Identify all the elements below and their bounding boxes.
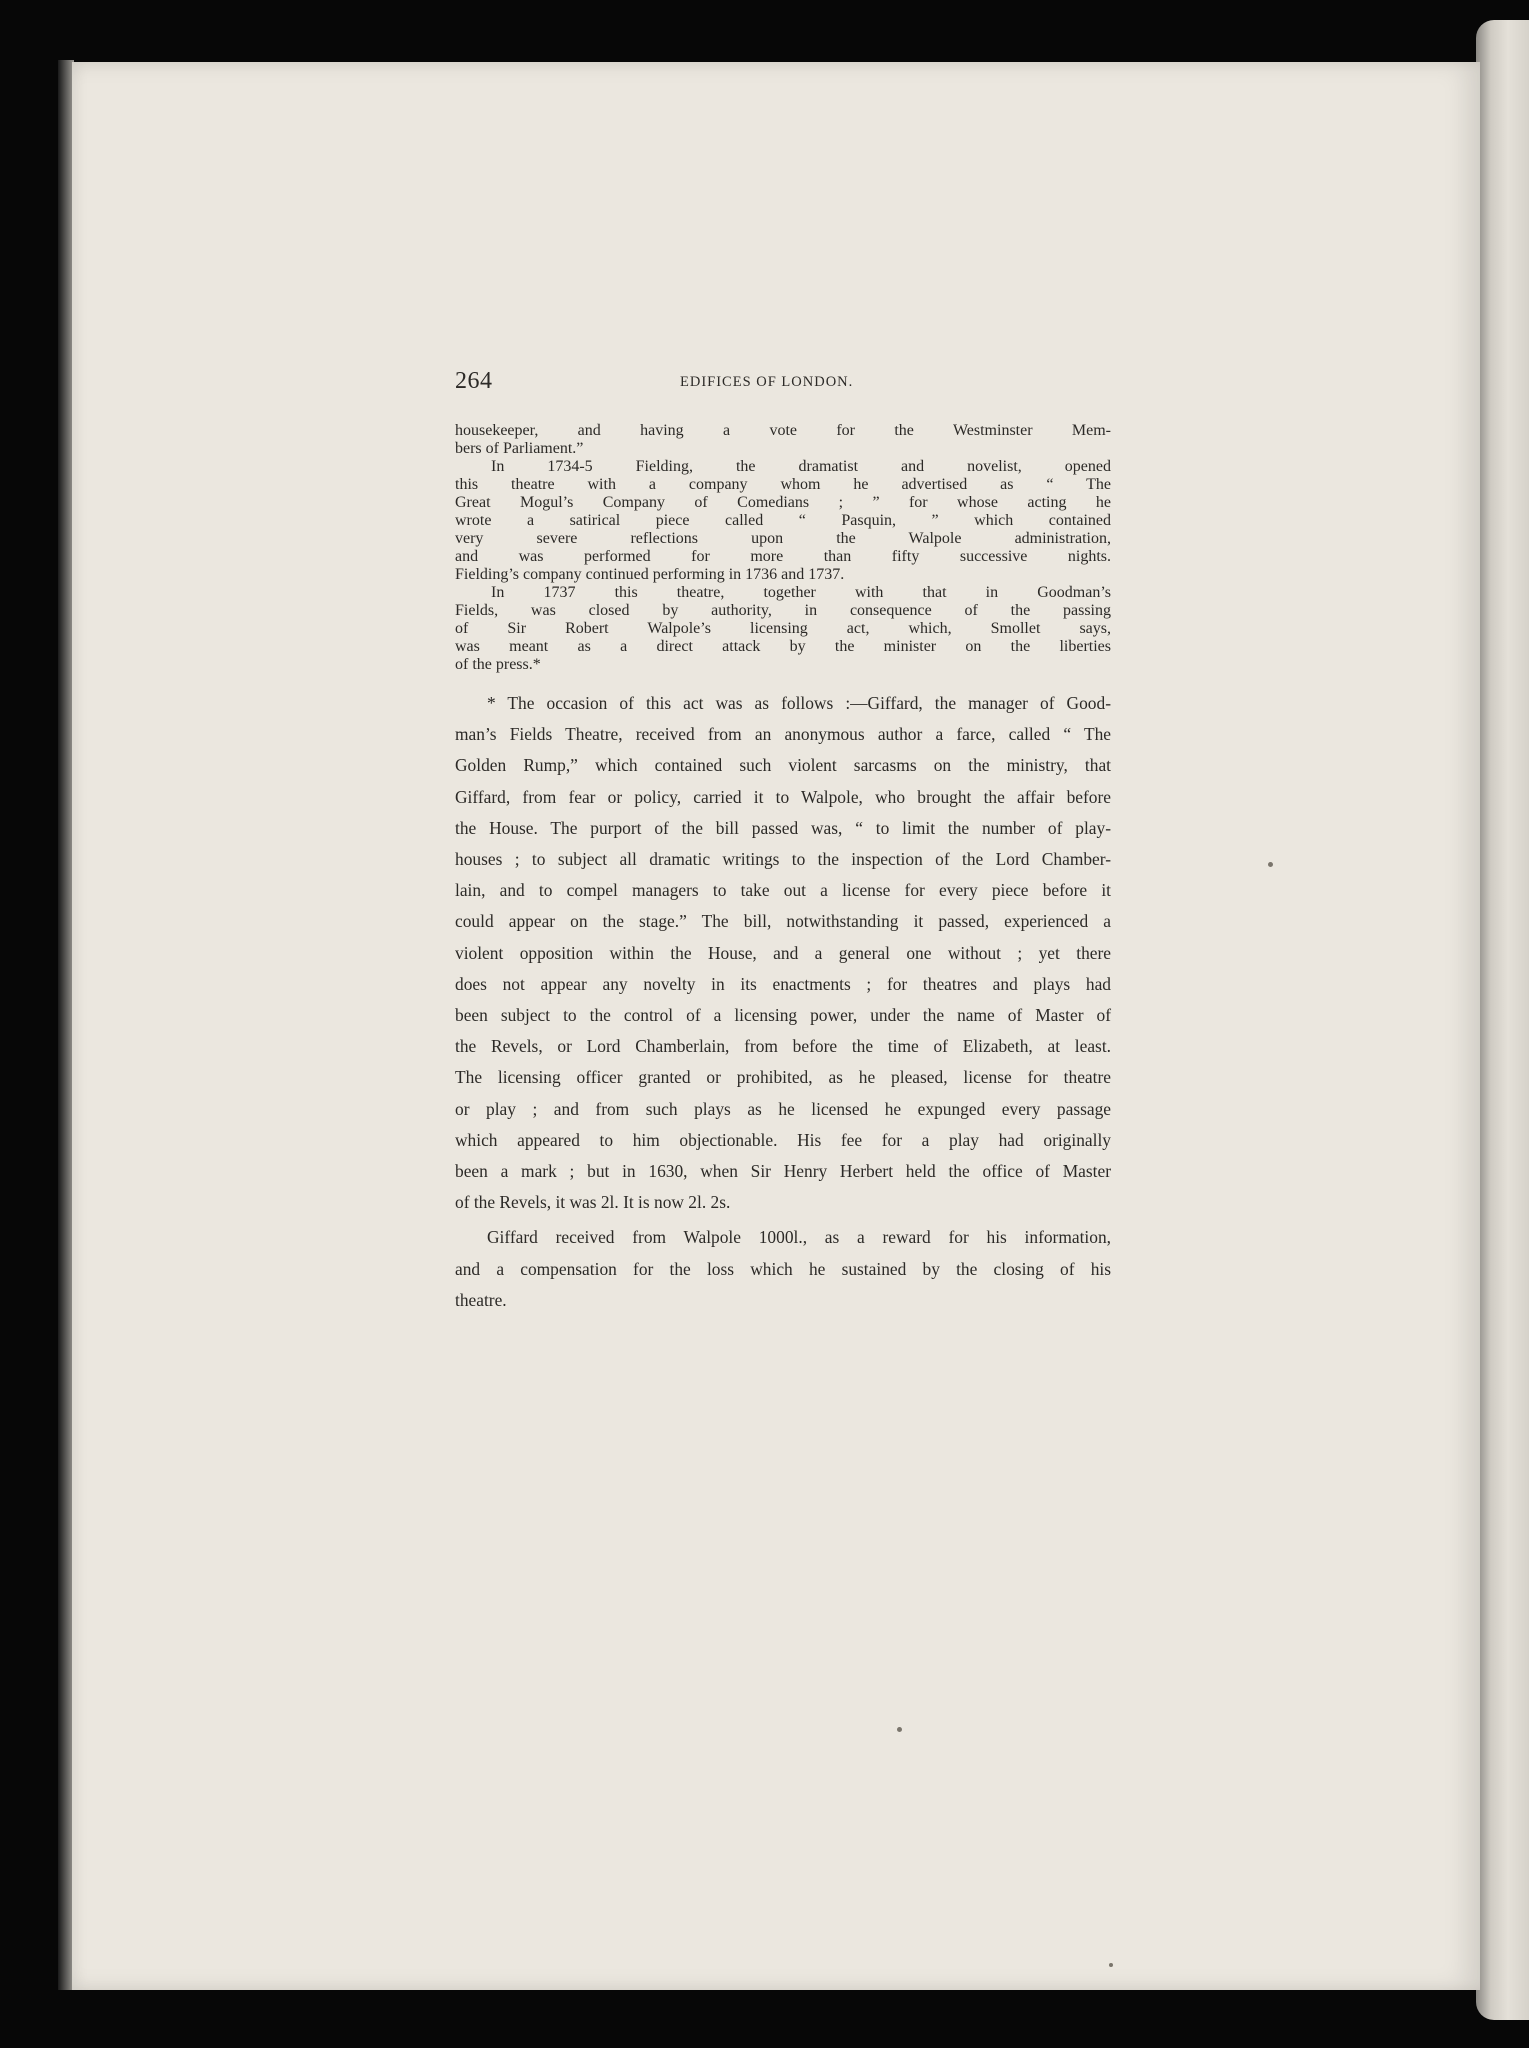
footnote-line: the Revels, or Lord Chamberlain, from before the time of Elizabeth, at least. <box>455 1036 1111 1057</box>
paper-speck <box>1109 1963 1113 1967</box>
body-text <box>455 422 1111 674</box>
body-line: of Sir Robert Walpole’s licensing act, which, Smollet says, <box>455 620 1111 637</box>
footnote-line: Golden Rump,” which contained such violent sarcasms on the ministry, that <box>455 755 1111 776</box>
running-title: EDIFICES OF LONDON. <box>680 374 854 390</box>
body-line: was meant as a direct attack by the minister on the liberties <box>455 638 1111 655</box>
body-line: this theatre with a company whom he advertised as “ The <box>455 476 1111 493</box>
footnote-line: man’s Fields Theatre, received from an anonymous author a farce, called “ The <box>455 724 1111 745</box>
next-page-edge <box>1476 20 1529 2020</box>
footnote-line: been subject to the control of a licensing power, under the name of Master of <box>455 1005 1111 1026</box>
footnote-line: and a compensation for the loss which he sustained by the closing of his <box>455 1258 1111 1279</box>
body-line: and was performed for more than fifty successive nights. <box>455 548 1111 565</box>
body-line: of the press.* <box>455 656 541 673</box>
body-line: bers of Parliament.” <box>455 440 584 457</box>
footnote-line: been a mark ; but in 1630, when Sir Henry Herbert held the office of Master <box>455 1161 1111 1182</box>
footnote-line: Giffard, from fear or policy, carried it to Walpole, who brought the affair before <box>455 786 1111 807</box>
body-line: In 1737 this theatre, together with that in Goodman’s <box>491 584 1111 601</box>
footnote-line: violent opposition within the House, and a general one without ; yet there <box>455 942 1111 963</box>
footnote-line: could appear on the stage.” The bill, notwithstanding it passed, experienced a <box>455 911 1111 932</box>
paper-speck <box>1268 862 1273 867</box>
body-line: Fields, was closed by authority, in consequence of the passing <box>455 602 1111 619</box>
footnote-line: the House. The purport of the bill passed was, “ to limit the number of play- <box>455 817 1111 838</box>
body-line: very severe reflections upon the Walpole administration, <box>455 530 1111 547</box>
body-line: In 1734-5 Fielding, the dramatist and novelist, opened <box>491 458 1111 475</box>
footnote-line: Giffard received from Walpole 1000l., as a reward for his information, <box>487 1227 1111 1248</box>
footnote-line: * The occasion of this act was as follows :—Giffard, the manager of Good- <box>487 693 1111 713</box>
body-line: Fielding’s company continued performing in 1736 and 1737. <box>455 566 845 583</box>
footnote-line: of the Revels, it was 2l. It is now 2l. 2s. <box>455 1192 731 1213</box>
body-line: wrote a satirical piece called “ Pasquin, ” which contained <box>455 512 1111 529</box>
running-head <box>455 368 1111 404</box>
footnote-block <box>455 688 1111 1316</box>
footnote-line: The licensing officer granted or prohibited, as he pleased, license for theatre <box>455 1067 1111 1088</box>
body-line: Great Mogul’s Company of Comedians ; ” for whose acting he <box>455 494 1111 511</box>
footnote-line: houses ; to subject all dramatic writings to the inspection of the Lord Chamber- <box>455 849 1111 870</box>
page-content <box>455 368 1111 1316</box>
footnote-line: theatre. <box>455 1289 507 1310</box>
paper-speck <box>897 1727 902 1732</box>
footnote-line: or play ; and from such plays as he licensed he expunged every passage <box>455 1098 1111 1119</box>
body-line: housekeeper, and having a vote for the Westminster Mem- <box>455 422 1111 439</box>
footnote-line: does not appear any novelty in its enactments ; for theatres and plays had <box>455 973 1111 994</box>
footnote-line: lain, and to compel managers to take out a license for every piece before it <box>455 880 1111 901</box>
footnote-line: which appeared to him objectionable. His fee for a play had originally <box>455 1129 1111 1150</box>
page-number: 264 <box>455 368 493 394</box>
